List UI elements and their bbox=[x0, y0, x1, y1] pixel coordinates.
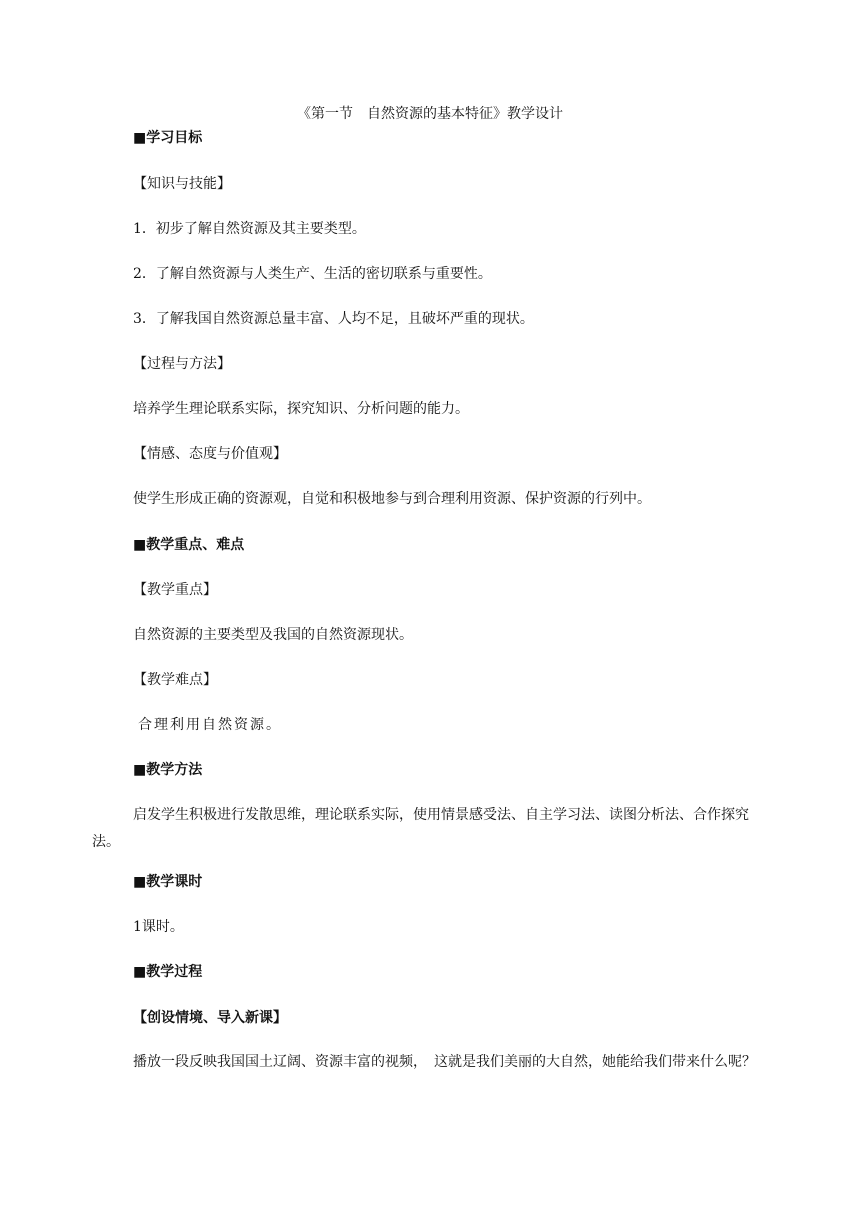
process-method-label: 【过程与方法】 bbox=[133, 356, 231, 372]
key-point-label: 【教学重点】 bbox=[133, 582, 217, 598]
methods-text: 启发学生积极进行发散思维，理论联系实际，使用情景感受法、自主学习法、读图分析法、合作探究法。 bbox=[92, 807, 749, 850]
document-title: 《第一节 自然资源的基本特征》教学设计 bbox=[297, 106, 563, 122]
process-heading: ■教学过程 bbox=[133, 964, 203, 980]
methods-heading: ■教学方法 bbox=[133, 762, 203, 778]
emotion-values-text: 使学生形成正确的资源观，自觉和积极地参与到合理利用资源、保护资源的行列中。 bbox=[133, 491, 651, 507]
hours-heading: ■教学课时 bbox=[133, 874, 203, 890]
difficult-point-text: 合理利用自然资源。 bbox=[138, 717, 282, 733]
key-point-text: 自然资源的主要类型及我国的自然资源现状。 bbox=[133, 627, 413, 643]
knowledge-item-1: 1．初步了解自然资源及其主要类型。 bbox=[133, 221, 366, 237]
hours-text: 1课时。 bbox=[133, 919, 184, 935]
difficult-point-label: 【教学难点】 bbox=[133, 672, 217, 688]
intro-label: 【创设情境、导入新课】 bbox=[133, 1010, 287, 1026]
knowledge-item-3: 3．了解我国自然资源总量丰富、人均不足，且破坏严重的现状。 bbox=[133, 311, 534, 327]
knowledge-skills-label: 【知识与技能】 bbox=[133, 176, 231, 192]
learning-goals-heading: ■学习目标 bbox=[133, 130, 203, 146]
key-difficult-heading: ■教学重点、难点 bbox=[133, 537, 245, 553]
emotion-values-label: 【情感、态度与价值观】 bbox=[133, 446, 287, 462]
process-method-text: 培养学生理论联系实际，探究知识、分析问题的能力。 bbox=[133, 401, 469, 417]
knowledge-item-2: 2．了解自然资源与人类生产、生活的密切联系与重要性。 bbox=[133, 266, 492, 282]
intro-text: 播放一段反映我国国土辽阔、资源丰富的视频， 这就是我们美丽的大自然，她能给我们带来什么呢？ bbox=[133, 1054, 756, 1070]
